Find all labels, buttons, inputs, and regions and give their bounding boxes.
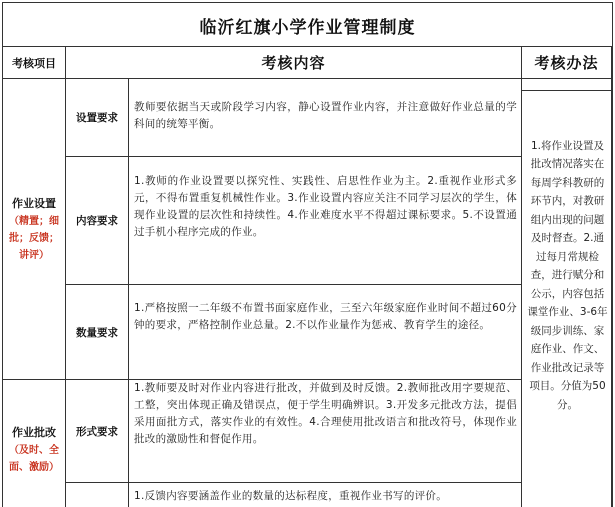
requirement-text-feedback: 1.反馈内容要涵盖作业的数量的达标程度，重视作业书写的评价。 [129,483,522,507]
header-method: 考核办法 [522,46,612,79]
header-item: 考核项目 [3,46,66,79]
page-title: 临沂红旗小学作业管理制度 [3,2,612,47]
category-name: 作业批改 [12,425,56,439]
requirement-label-quantity: 数量要求 [66,285,129,380]
category-name: 作业设置 [12,196,56,210]
requirement-label-feedback [66,483,129,507]
header-content: 考核内容 [66,46,522,79]
category-subtitle: （精置；细批；反馈；讲评） [9,215,59,261]
requirement-label-setting: 设置要求 [66,79,129,157]
method-column-spacer [522,79,612,90]
requirement-label-format: 形式要求 [66,380,129,483]
assessment-method-text: 1.将作业设置及批改情况落实在每周学科教研的环节内，对教研组内出现的问题及时督查。2.通过每月常规检查，进行赋分和公示，内容包括课堂作业、3-6年级同步训练、家庭作业、作文、作业批改记录等项目。分值为50分。 [527,139,608,411]
requirement-text-content: 1.教师的作业设置要以探究性、实践性、启思性作业为主。2.重视作业形式多元，不得布置重复机械性作业。3.作业设置内容应关注不同学习层次的学生，体现作业设置的层次性和持续性。4.作业难度水平不得超过课标要求。5.不设置通过手机小程序完成的作业。 [129,157,522,285]
requirement-label-content: 内容要求 [66,157,129,285]
category-assignment-setting [3,79,66,380]
document-table [2,2,613,507]
category-subtitle: （及时、全面、激励） [9,444,59,473]
assessment-method [522,90,612,507]
requirement-text-quantity: 1.严格按照一二年级不布置书面家庭作业，三至六年级家庭作业时间不超过60分钟的要求，严格控制作业总量。2.不以作业量作为惩戒、教育学生的途径。 [129,285,522,380]
requirement-text-format: 1.教师要及时对作业内容进行批改，并做到及时反馈。2.教师批改用字要规范、工整，突出体现正确及错误点，便于学生明确辨识。3.开发多元批改方法，提倡采用面批方式，落实作业的有效性。4.合理使用批改语言和批改符号，体现作业批改的激励性和督促作用。 [129,380,522,483]
category-assignment-grading [3,380,66,507]
requirement-text-setting: 教师要依据当天或阶段学习内容，静心设置作业内容，并注意做好作业总量的学科间的统筹平衡。 [129,79,522,157]
